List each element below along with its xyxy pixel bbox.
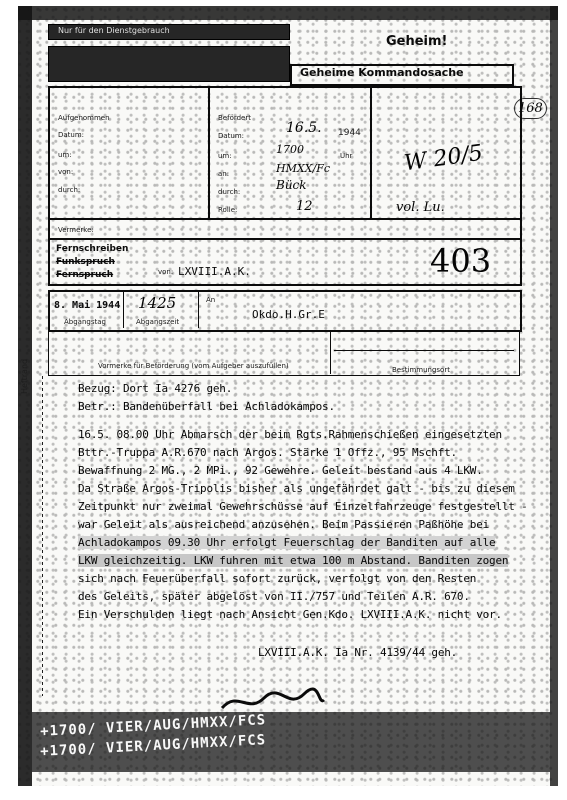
- um-label-mid: um:: [218, 152, 232, 160]
- body-line: LKW gleichzeitig. LKW fuhren mit etwa 100 m Abstand. Banditen zogen: [78, 554, 509, 567]
- datum-label-mid: Datum:: [218, 132, 245, 140]
- betr-line: Betr.: Bandenüberfall bei Achladokampos.: [78, 400, 335, 413]
- um-label-left: um:: [58, 151, 72, 159]
- document-sheet: [18, 6, 558, 786]
- durch-label-left: durch:: [58, 186, 81, 194]
- year-value: 1944: [338, 128, 361, 138]
- dispatch-divider-1: [123, 292, 124, 328]
- datum-value: 16.5.: [286, 120, 322, 136]
- funkspruch-label: Funkspruch: [56, 257, 115, 267]
- vermerke-label: Vermerke:: [58, 226, 94, 234]
- vormerke-divider: [330, 332, 331, 374]
- handwritten-note: vol. Lu.: [396, 200, 445, 215]
- scan-border-top: [18, 6, 558, 20]
- body-line: Da Straße Argos-Tripolis bisher als ungefährdet galt - bis zu diesem: [78, 482, 515, 495]
- footer-line-1: +1700/ VIER/AUG/HMXX/FCS: [39, 712, 267, 740]
- divider-h: [48, 218, 520, 220]
- vormerke-text: Vormerke für Beförderung (vom Aufgeber auszufüllen): [98, 362, 289, 370]
- bestimmungsort-label: Bestimmungsort: [392, 366, 450, 374]
- aufgenommen-label: Aufgenommen: [58, 114, 110, 122]
- durch-label-mid: durch:: [218, 188, 241, 196]
- dispatch-date: 8. Mai 1944: [54, 300, 121, 311]
- body-line: Ein Verschulden liegt nach Ansicht Gen.Kdo. LXVIII.A.K. nicht vor.: [78, 608, 502, 621]
- fernschreiben-label: Fernschreiben: [56, 244, 129, 254]
- rolle-label: Rolle:: [218, 206, 238, 214]
- geheim-label: Geheim!: [386, 34, 448, 49]
- datum-label-left: Datum:: [58, 131, 85, 139]
- recipient-value: Okdo.H.Gr.E: [252, 308, 325, 321]
- divider-1: [208, 88, 210, 218]
- von-label-transmission: von:: [158, 268, 174, 276]
- kommandosache-label: Geheime Kommandosache: [300, 66, 464, 79]
- reference-number-line: LXVIII.A.K. Ia Nr. 4139/44 geh.: [258, 646, 458, 659]
- body-line: 16.5. 08.00 Uhr Abmarsch der beim Rgts.Rahmenschießen eingesetzten: [78, 428, 502, 441]
- dispatch-time-label: Abgangszeit: [136, 318, 180, 326]
- durch-value: Bück: [276, 178, 307, 192]
- page-reference: 168: [514, 98, 547, 119]
- dispatch-date-label: Abgangstag: [64, 318, 106, 326]
- rolle-value: 12: [296, 199, 313, 214]
- body-line: Bttr.-Truppa A.R.670 nach Argos. Stärke 1 Offz., 95 Mschft.: [78, 446, 457, 459]
- vormerke-hline: [334, 350, 514, 351]
- body-line: des Geleits, später abgelöst von II./757 und Teilen A.R. 670.: [78, 590, 470, 603]
- heftrand-line: [42, 376, 43, 696]
- body-line: war Geleit als ausreichend anzusehen. Beim Passieren Paßhöhe bei: [78, 518, 490, 531]
- body-line: Achladokampos 09.30 Uhr erfolgt Feuerschlag der Banditen auf alle: [78, 536, 496, 549]
- handwritten-mark: W 20/5: [402, 140, 485, 177]
- body-line: sich nach Feuerüberfall sofort zurück, verfolgt von den Resten: [78, 572, 477, 585]
- header-stamp-text: Nur für den Dienstgebrauch: [58, 26, 170, 35]
- scan-border-left: [18, 6, 32, 786]
- befoerdert-label: Befördert: [218, 114, 251, 122]
- an-label-dispatch: An: [206, 296, 216, 304]
- dispatch-divider-2: [198, 292, 199, 328]
- footer-line-2: +1700/ VIER/AUG/HMXX/FCS: [39, 732, 267, 760]
- header-dark-block: [48, 46, 290, 82]
- message-number: 403: [430, 242, 492, 280]
- dispatch-time: 1425: [138, 294, 177, 312]
- body-line: Bewaffnung 2 MG., 2 MPi., 92 Gewehre. Geleit bestand aus 4 LKW.: [78, 464, 483, 477]
- an-label-mid: an:: [218, 170, 230, 178]
- um-value: 1700: [276, 143, 304, 156]
- uhr-label: Uhr: [340, 152, 353, 160]
- bezug-line: Bezug: Dort Ia 4276 geh.: [78, 382, 233, 395]
- von-label-left: von:: [58, 168, 74, 176]
- sender-value: LXVIII.A.K.: [178, 265, 251, 278]
- heftrand-label: Heftrand: [20, 358, 29, 394]
- fernspruch-label: Fernspruch: [56, 270, 114, 280]
- an-value: HMXX/Fc: [276, 162, 331, 175]
- divider-2: [370, 88, 372, 218]
- body-line: Zeitpunkt nur zweimal Gewehrschüsse auf Einzelfahrzeuge festgestellt -: [78, 500, 528, 513]
- scan-border-right: [550, 6, 558, 786]
